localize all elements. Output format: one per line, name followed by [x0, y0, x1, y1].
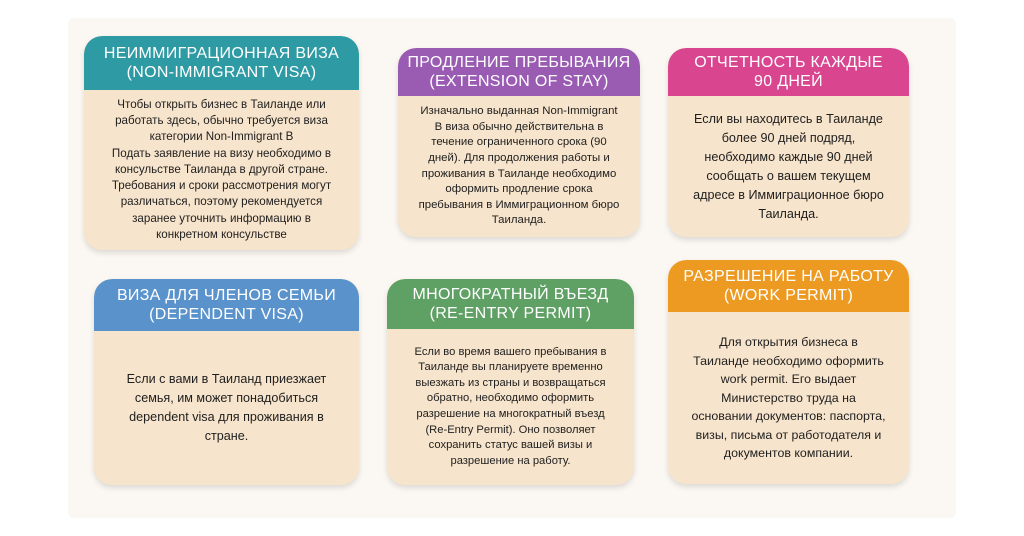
card-extension-of-stay — [398, 48, 640, 237]
card-body: Если с вами в Таиланд приезжает семья, им может понадобиться dependent visa для проживания в стране. — [126, 372, 327, 443]
card-subtitle: (WORK PERMIT) — [723, 287, 854, 304]
card-title: ОТЧЕТНОСТЬ КАЖДЫЕ — [694, 54, 883, 71]
card-title: МНОГОКРАТНЫЙ ВЪЕЗД — [412, 286, 609, 303]
card-header — [94, 279, 359, 331]
card-title: РАЗРЕШЕНИЕ НА РАБОТУ — [683, 268, 894, 285]
card-re-entry-permit — [387, 279, 634, 485]
card-subtitle: (RE-ENTRY PERMIT) — [429, 305, 592, 322]
card-90-day-reporting — [668, 48, 909, 237]
card-non-immigrant-visa — [84, 36, 359, 250]
card-subtitle: (EXTENSION OF STAY) — [429, 73, 609, 90]
card-header — [668, 48, 909, 96]
card-subtitle: (DEPENDENT VISA) — [149, 306, 304, 323]
card-header — [387, 279, 634, 329]
card-body: Если во время вашего пребывания в Таиланде вы планируете временно выезжать из страны и возвращаться обратно, необходимо оформить разрешение на многократный въезд (Re-Entry Permit). Оно позволяет сохранить статус вашей визы и разрешение на работу. — [414, 345, 607, 467]
card-dependent-visa — [94, 279, 359, 485]
card-subtitle: 90 ДНЕЙ — [754, 73, 823, 90]
card-body: Чтобы открыть бизнес в Таиланде или работать здесь, обычно требуется виза категории Non-Immigrant B Подать заявление на визу необходимо в консульстве Таиланда в другой стране. Требования и сроки рассмотрения могут различаться, поэтому рекомендуется заранее уточнить информацию в конкретном консульстве — [111, 98, 332, 241]
card-subtitle: (NON-IMMIGRANT VISA) — [126, 64, 317, 81]
card-body: Изначально выданная Non-Immigrant B виза обычно действительна в течение ограниченного срока (90 дней). Для продолжения работы и проживания в Таиланде необходимо оформить продление срока пребывания в Иммиграционном бюро Таиланда. — [418, 105, 620, 227]
card-header — [398, 48, 640, 96]
card-body: Если вы находитесь в Таиланде более 90 дней подряд, необходимо каждые 90 дней сообщать о вашем текущем адресе в Иммиграционное бюро Таиланда. — [693, 111, 884, 221]
card-work-permit — [668, 260, 909, 484]
card-title: ВИЗА ДЛЯ ЧЛЕНОВ СЕМЬИ — [116, 287, 337, 304]
card-header — [668, 260, 909, 312]
card-header — [84, 36, 359, 90]
card-title: НЕИММИГРАЦИОННАЯ ВИЗА — [103, 45, 340, 62]
card-title: ПРОДЛЕНИЕ ПРЕБЫВАНИЯ — [407, 54, 631, 71]
card-body: Для открытия бизнеса в Таиланде необходимо оформить work permit. Его выдает Министерство труда на основании документов: паспорта, визы, письма от работодателя и документов компании. — [691, 334, 886, 461]
